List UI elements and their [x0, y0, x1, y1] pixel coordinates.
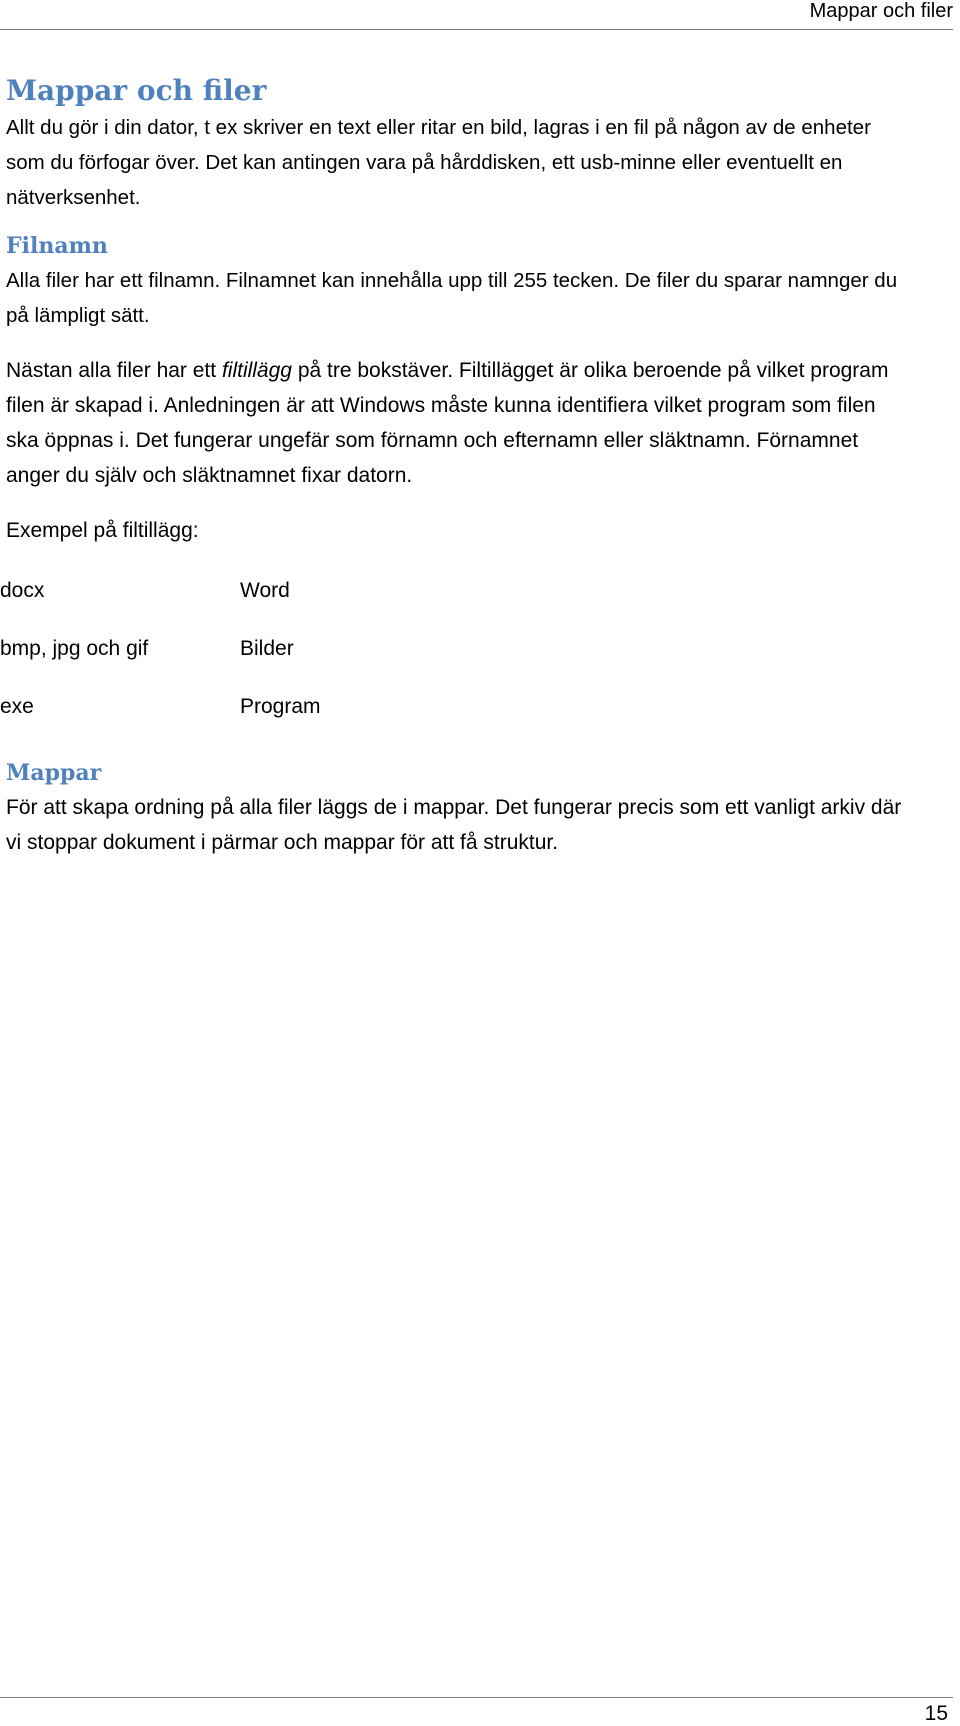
filnamn-paragraph: Alla filer har ett filnamn. Filnamnet kan innehålla upp till 255 tecken. De filer du sparar namnger du på lämpligt sätt. [6, 269, 898, 327]
filtillagg-text-before: Nästan alla filer har ett [6, 359, 222, 382]
file-extension-table [0, 562, 400, 736]
table-row [0, 562, 400, 620]
filtillagg-paragraph [6, 353, 906, 493]
extension-cell: docx [0, 579, 45, 602]
page-number: 15 [924, 1702, 948, 1725]
program-cell: Word [240, 579, 290, 602]
page-footer [0, 1697, 953, 1725]
document-body [0, 72, 906, 860]
filtillagg-emphasis: filtillägg [221, 359, 292, 382]
section-heading-filnamn: Filnamn [6, 233, 108, 259]
table-row [0, 620, 400, 678]
page-header [0, 0, 953, 30]
extension-cell: exe [0, 695, 34, 718]
extension-cell: bmp, jpg och gif [0, 637, 149, 660]
intro-paragraph: Allt du gör i din dator, t ex skriver en text eller ritar en bild, lagras i en fil på någon av de enheter som du förfogar över. Det kan antingen vara på hårddisken, ett usb-minne eller eventuellt en nätverksenhet. [6, 116, 871, 209]
program-cell: Program [240, 695, 321, 718]
examples-label: Exempel på filtillägg: [6, 519, 199, 542]
program-cell: Bilder [240, 637, 294, 660]
mappar-paragraph: För att skapa ordning på alla filer läggs de i mappar. Det fungerar precis som ett vanligt arkiv där vi stoppar dokument i pärmar och mappar för att få struktur. [6, 796, 902, 854]
header-title: Mappar och filer [809, 0, 953, 22]
table-row [0, 678, 400, 736]
filtillagg-text-after: på tre bokstäver. Filtillägget är olika beroende på vilket program filen är skapad i. Anledningen är att Windows måste kunna identifiera vilket program som filen ska öppnas i. Det fungerar ungefär som förnamn och efternamn eller släktnamn. Förnamnet anger du själv och släktnamnet fixar datorn. [6, 359, 889, 487]
section-heading-mappar-och-filer: Mappar och filer [6, 74, 267, 107]
section-heading-mappar: Mappar [6, 760, 102, 786]
